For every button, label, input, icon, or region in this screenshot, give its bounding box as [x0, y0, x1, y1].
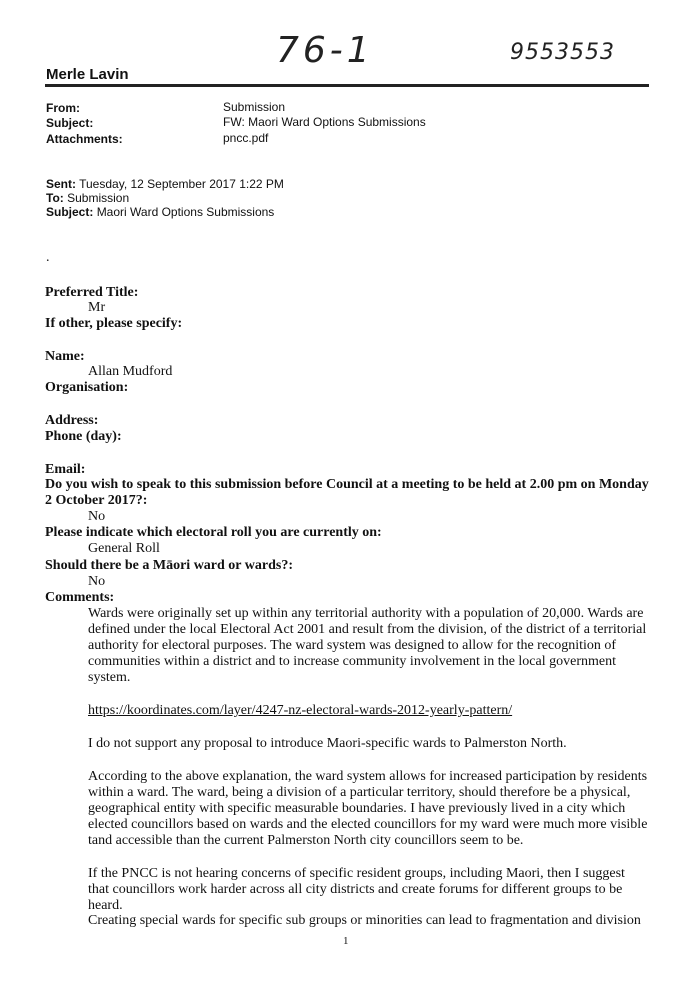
- maori-ward-question: Should there be a Māori ward or wards?:: [45, 558, 293, 573]
- stray-dot: .: [46, 250, 50, 265]
- comments-label: Comments:: [45, 590, 115, 605]
- handwritten-reference-number: 9553553: [510, 40, 615, 65]
- fwd-subject-value: Maori Ward Options Submissions: [96, 205, 275, 219]
- electoral-roll-question: Please indicate which electoral roll you are currently on:: [45, 525, 382, 540]
- fwd-subject-line: [46, 205, 274, 219]
- subject-value: FW: Maori Ward Options Submissions: [223, 115, 426, 129]
- comment-paragraph-3: According to the above explanation, the ward system allows for increased participation by residents within a ward. The ward, being a division of a particular territory, should therefore be a physical, geographical entity with specific measurable boundaries. I have previously lived in a city which elected councillors based on wards and the elected councillors for my ward were much more visible tand accessible than the current Palmerston North city councillors seem to be.: [88, 769, 648, 848]
- electoral-roll-answer: General Roll: [88, 541, 160, 556]
- preferred-title-label: Preferred Title:: [45, 285, 139, 300]
- from-value: Submission: [223, 100, 286, 114]
- comment-paragraph-2: I do not support any proposal to introduce Maori-specific wards to Palmerston North.: [88, 736, 567, 751]
- comment-paragraph-1: Wards were originally set up within any territorial authority with a population of 20,000. Wards are defined under the local Electoral Act 2001 and result from the division, of the district of a territorial authority for electoral purposes. The ward system was designed to allow for the recognition of communities within a district and to increase community involvement in the local government system.: [88, 606, 647, 685]
- comment-paragraph-4: If the PNCC is not hearing concerns of specific resident groups, including Maori, then I suggest that councillors work harder across all city districts and create forums for different groups to be heard.: [88, 866, 625, 913]
- name-label: Name:: [45, 349, 85, 364]
- address-label: Address:: [45, 413, 99, 428]
- sent-label: Sent:: [46, 177, 76, 191]
- if-other-label: If other, please specify:: [45, 316, 183, 331]
- header-divider: [45, 84, 649, 87]
- preferred-title-value: Mr: [88, 300, 106, 315]
- sender-name: Merle Lavin: [46, 66, 129, 83]
- attachments-value: pncc.pdf: [223, 131, 269, 145]
- to-line: [46, 191, 129, 205]
- sent-line: [46, 177, 284, 191]
- comment-paragraph-5: Creating special wards for specific sub groups or minorities can lead to fragmentation and division: [88, 913, 641, 928]
- speak-answer: No: [88, 509, 106, 524]
- phone-label: Phone (day):: [45, 429, 122, 444]
- fwd-subject-label: Subject:: [46, 205, 94, 219]
- speak-question-line1: Do you wish to speak to this submission before Council at a meeting to be held at 2.00 pm on Monday: [45, 477, 649, 492]
- handwritten-doc-number: 76-1: [276, 30, 374, 71]
- attachments-label: Attachments:: [46, 132, 123, 146]
- to-value: Submission: [67, 191, 130, 205]
- koordinates-link[interactable]: https://koordinates.com/layer/4247-nz-electoral-wards-2012-yearly-pattern/: [88, 703, 513, 718]
- page-number: 1: [343, 935, 349, 947]
- organisation-label: Organisation:: [45, 380, 129, 395]
- speak-question-line2: 2 October 2017?:: [45, 493, 148, 508]
- sent-value: Tuesday, 12 September 2017 1:22 PM: [79, 177, 284, 191]
- email-label: Email:: [45, 462, 86, 477]
- to-label: To:: [46, 191, 64, 205]
- maori-ward-answer: No: [88, 574, 106, 589]
- name-value: Allan Mudford: [88, 364, 173, 379]
- subject-label: Subject:: [46, 116, 94, 130]
- from-label: From:: [46, 101, 80, 115]
